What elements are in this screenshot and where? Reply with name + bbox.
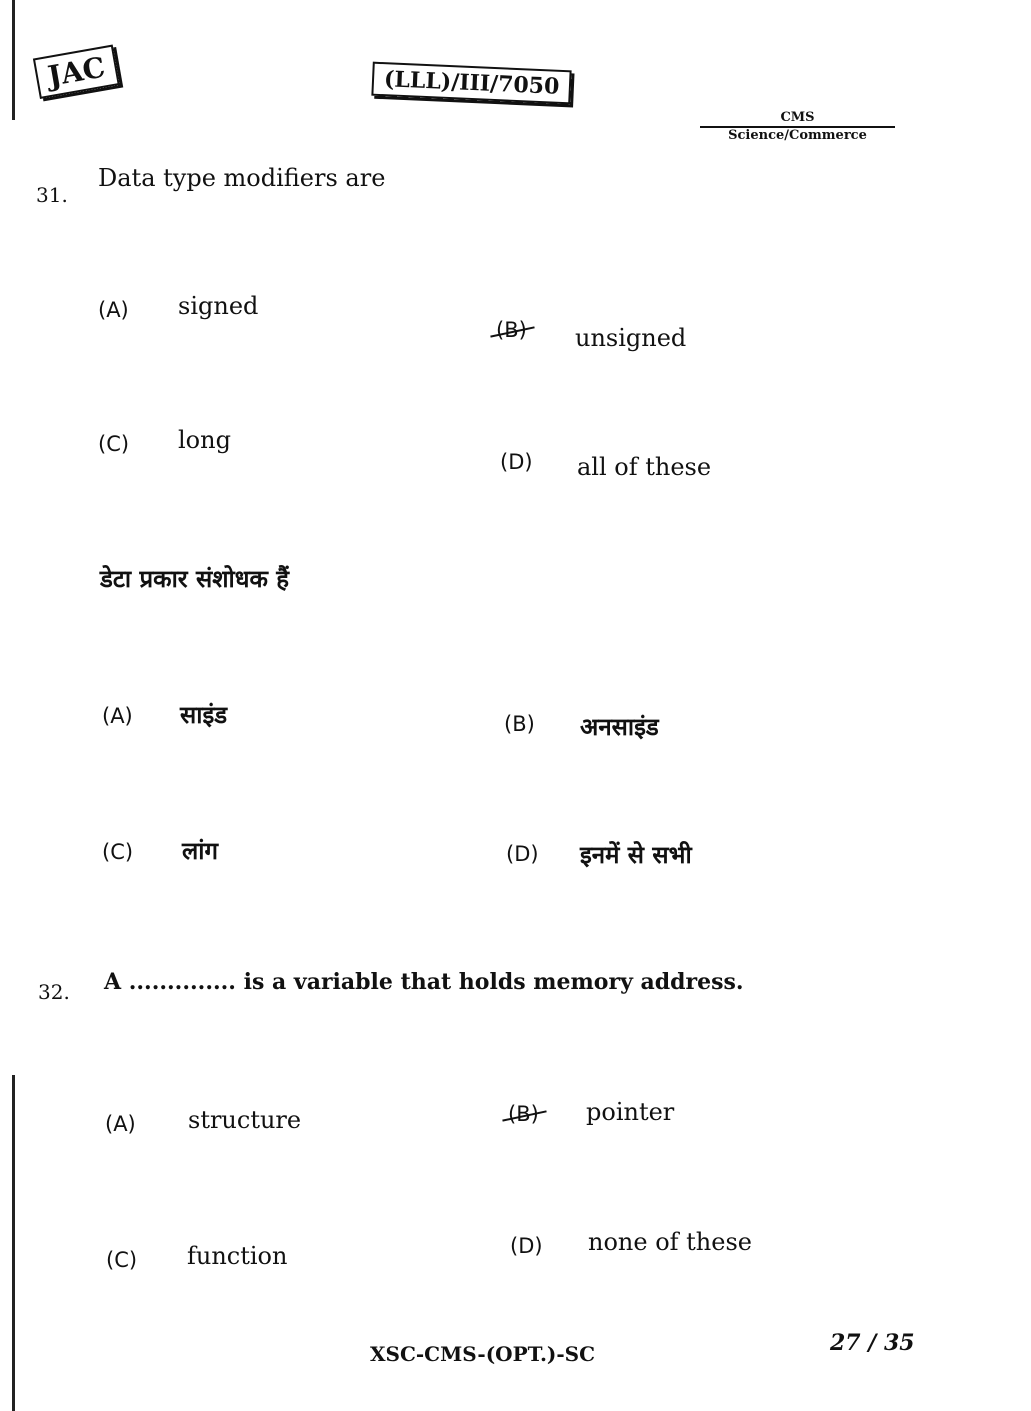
q31-option-c-label: (C) (98, 432, 130, 456)
question-31-text-hi: डेटा प्रकार संशोधक हैं (100, 565, 290, 593)
subject-stream (700, 110, 895, 143)
jac-stamp: JAC (33, 45, 120, 99)
q32-option-b-label: (B) (508, 1102, 539, 1126)
q31-option-a-text: signed (178, 292, 259, 320)
q31-hi-option-a-text: साइंड (180, 701, 228, 729)
question-32-text-en: A .............. is a variable that holds memory address. (104, 969, 744, 995)
q31-hi-option-d-text: इनमें से सभी (580, 841, 692, 869)
question-31-number: 31. (36, 183, 68, 207)
stream-name: Science/Commerce (728, 128, 867, 143)
q31-hi-option-b-text: अनसाइंड (580, 713, 659, 741)
footer-code: XSC-CMS-(OPT.)-SC (370, 1342, 596, 1366)
q32-option-c-label: (C) (106, 1248, 138, 1272)
question-32-number: 32. (38, 980, 70, 1004)
q32-option-b-text: pointer (586, 1098, 675, 1126)
q32-option-a-label: (A) (105, 1112, 136, 1136)
q31-option-d-label: (D) (500, 450, 533, 474)
q31-option-d-text: all of these (577, 453, 712, 481)
left-margin-line (12, 1075, 15, 1411)
paper-code: (LLL)/III/7050 (371, 62, 572, 105)
left-margin-line (12, 0, 15, 120)
q31-hi-option-c-label: (C) (102, 840, 134, 864)
q32-option-c-text: function (187, 1242, 288, 1270)
question-31-text-en: Data type modifiers are (98, 164, 386, 192)
q31-hi-option-b-label: (B) (504, 712, 535, 736)
q31-option-c-text: long (178, 426, 231, 454)
q32-option-a-text: structure (188, 1106, 302, 1134)
q31-hi-option-a-label: (A) (102, 704, 133, 728)
q32-option-d-text: none of these (588, 1228, 752, 1256)
q31-hi-option-c-text: लांग (182, 837, 218, 865)
q31-option-a-label: (A) (98, 298, 129, 322)
q31-hi-option-d-label: (D) (506, 842, 539, 866)
q31-option-b-text: unsigned (575, 324, 687, 352)
q31-option-b-label: (B) (496, 318, 527, 342)
page-number: 27 / 35 (830, 1330, 915, 1356)
q32-option-d-label: (D) (510, 1234, 543, 1258)
subject-name: CMS (700, 110, 895, 128)
